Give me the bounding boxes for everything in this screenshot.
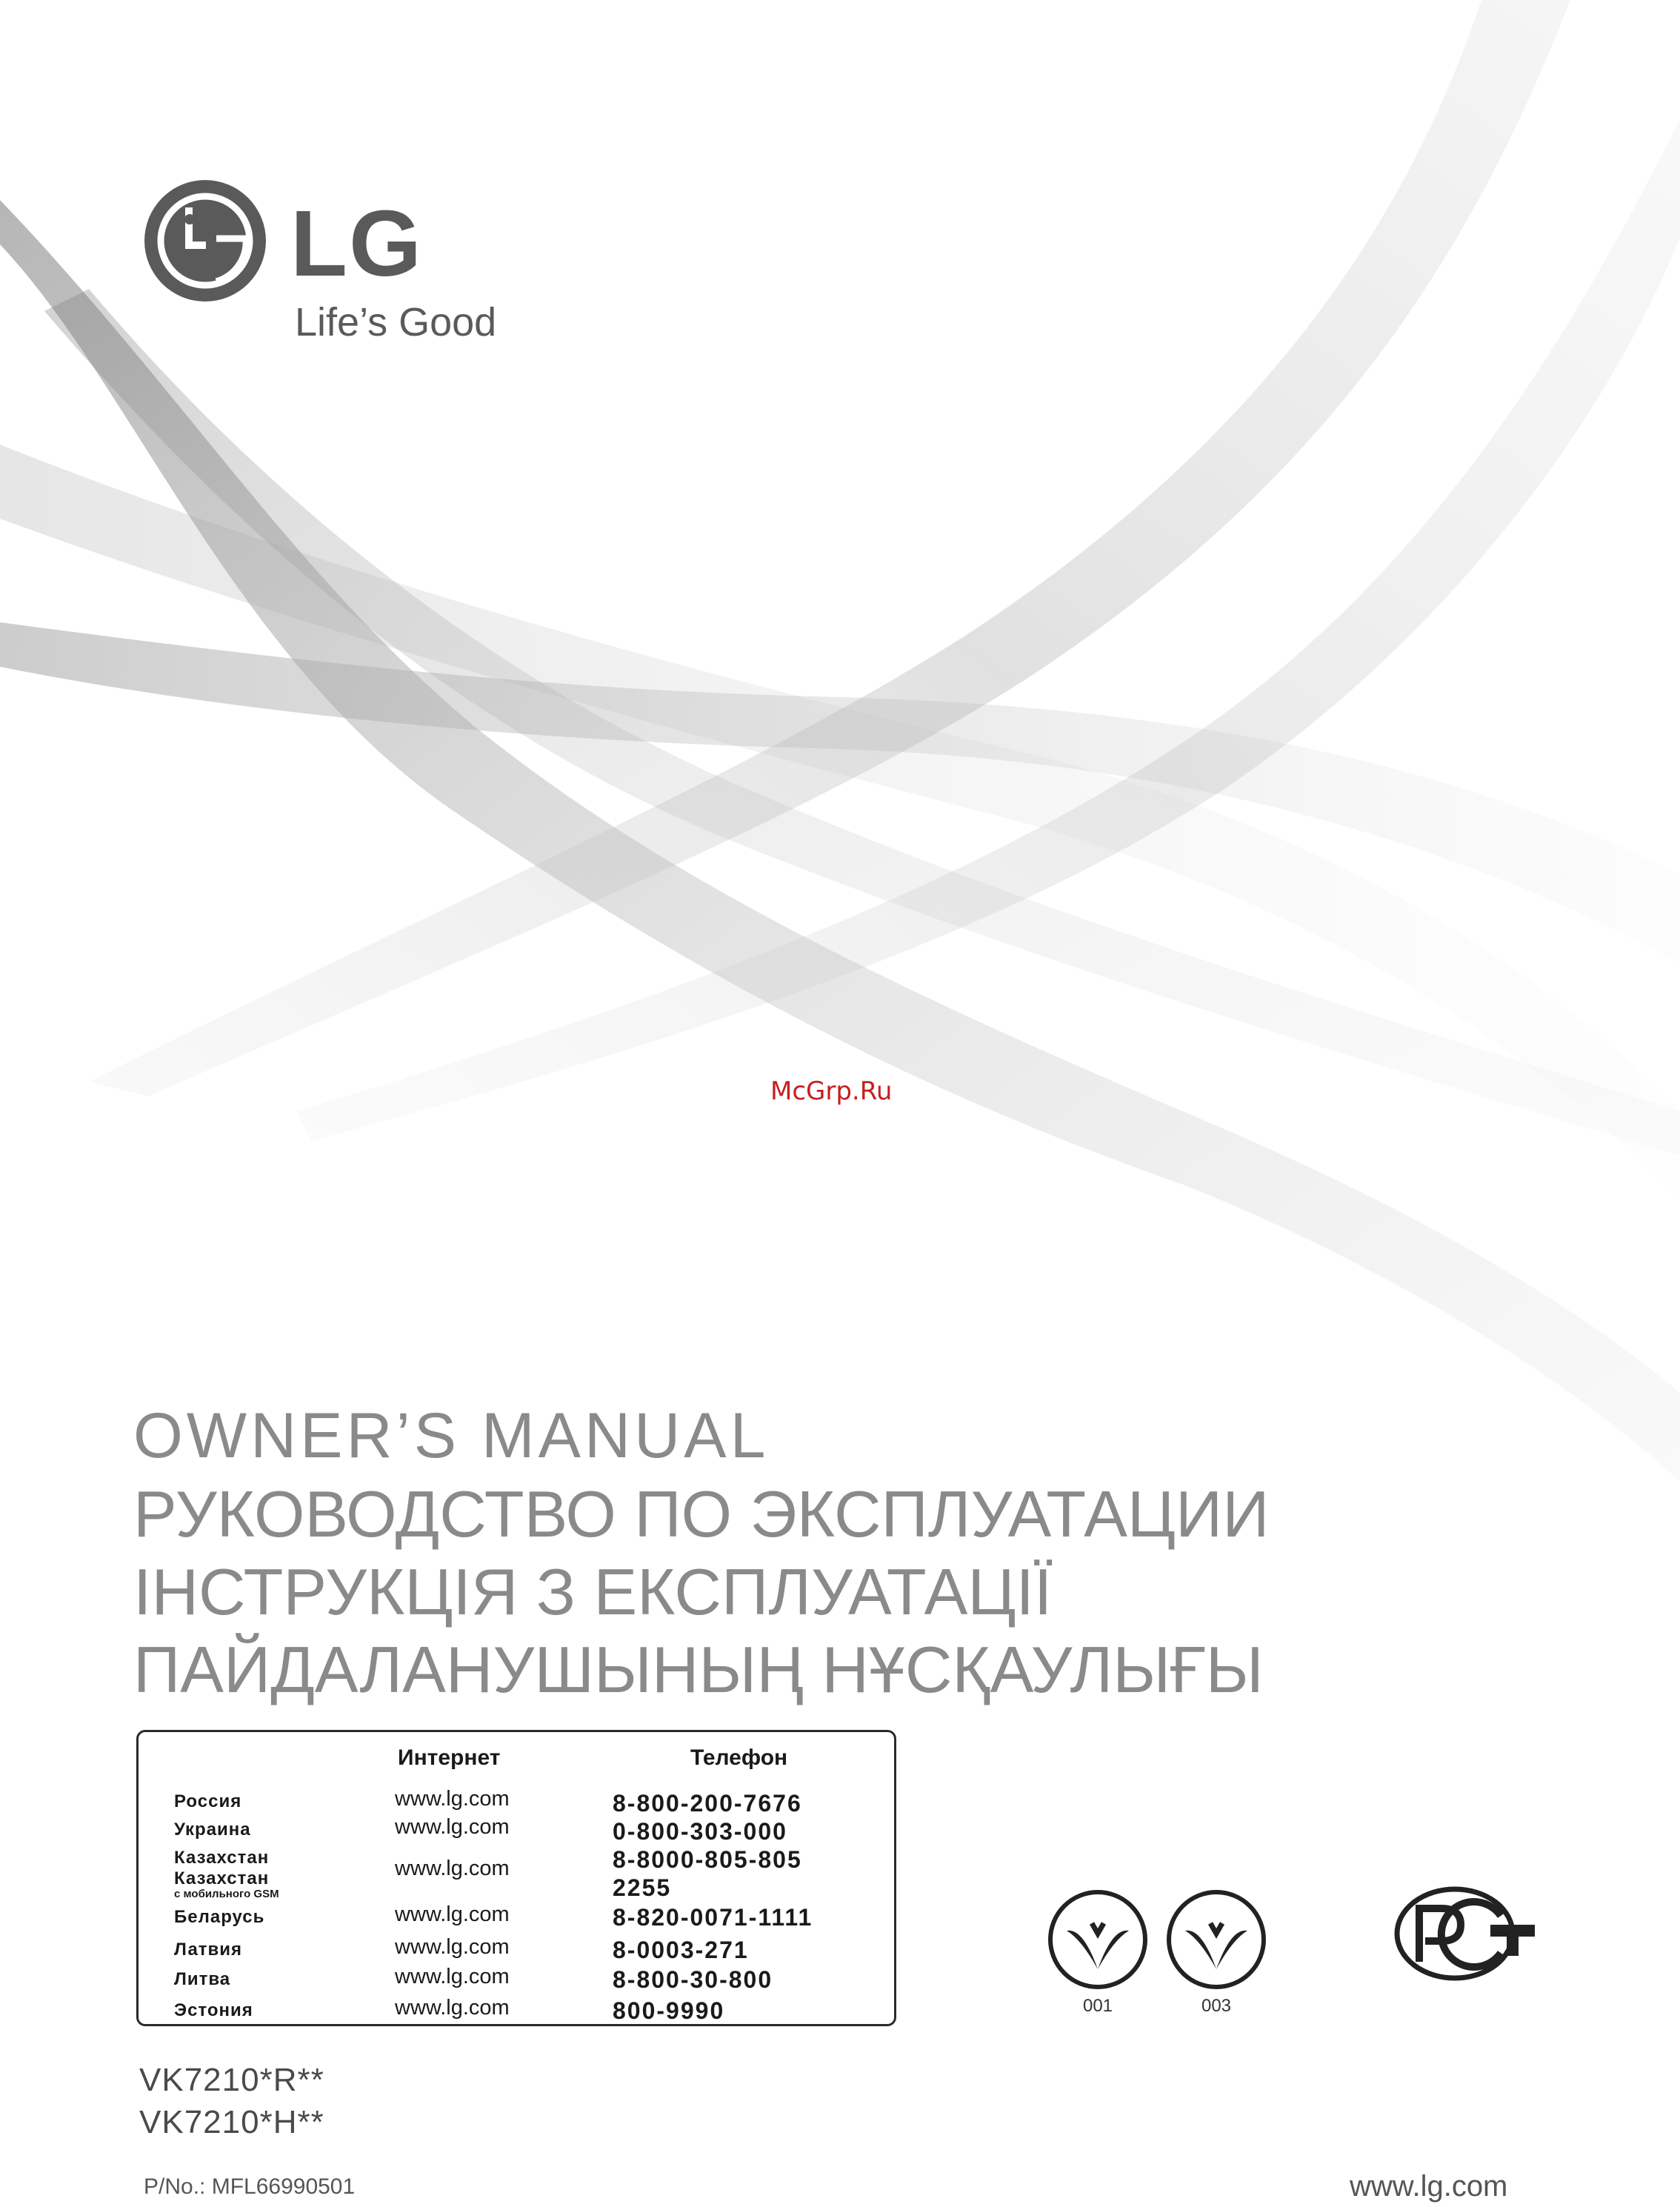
phone-lithuania: 8-800-30-800: [613, 1966, 773, 1993]
title-english: OWNER’S MANUAL: [133, 1400, 770, 1471]
lg-tagline: Life’s Good: [295, 300, 497, 344]
web-ukraine: www.lg.com: [395, 1815, 510, 1839]
country-kazakhstan: Казахстан: [174, 1848, 270, 1868]
lg-logo: [142, 178, 527, 356]
phone-ukraine: 0-800-303-000: [613, 1818, 787, 1845]
title-kazakh: ПАЙДАЛАНУШЫНЫҢ НҰСҚАУЛЫҒЫ: [133, 1633, 1264, 1706]
gost-r-mark-letters: PCT: [1390, 1882, 1391, 1883]
title-russian: РУКОВОДСТВО ПО ЭКСПЛУАТАЦИИ: [133, 1477, 1270, 1551]
web-estonia: www.lg.com: [395, 1996, 510, 2020]
web-belarus: www.lg.com: [395, 1903, 510, 1926]
support-contacts-table: [136, 1730, 896, 2026]
phone-latvia: 8-0003-271: [613, 1937, 749, 1963]
model-number-r: VK7210*R**: [139, 2062, 324, 2098]
title-ukrainian: ІНСТРУКЦІЯ З ЕКСПЛУАТАЦІЇ: [133, 1555, 1053, 1628]
lg-face-logo-icon: [142, 178, 268, 304]
country-estonia: Эстония: [174, 2000, 253, 2020]
model-number-h: VK7210*H**: [139, 2104, 324, 2140]
web-latvia: www.lg.com: [395, 1935, 510, 1959]
phone-estonia: 800-9990: [613, 1997, 725, 2024]
watermark-text: McGrp.Ru: [770, 1076, 893, 1106]
country-lithuania: Литва: [174, 1969, 231, 1989]
cert-number-003: 003: [1201, 1996, 1232, 2016]
part-number: P/No.: MFL66990501: [144, 2174, 356, 2199]
phone-belarus: 8-820-0071-1111: [613, 1904, 813, 1931]
lg-wordmark: LG: [290, 191, 423, 296]
header-phone: Телефон: [690, 1745, 788, 1770]
ukrsepro-mark-icon: [1164, 1888, 1268, 1991]
phone-kazakhstan: 8-8000-805-805: [613, 1846, 802, 1873]
web-lithuania: www.lg.com: [395, 1965, 510, 1988]
header-internet: Интернет: [398, 1745, 501, 1770]
country-latvia: Латвия: [174, 1940, 243, 1960]
gost-r-mark: [1390, 1882, 1538, 1993]
lg-face-logo-letters: L G: [142, 178, 144, 179]
country-kazakhstan-note: с мобильного GSM: [174, 1888, 279, 1900]
country-kazakhstan-mobile: Казахстан: [174, 1868, 270, 1888]
country-russia: Россия: [174, 1791, 242, 1811]
ribbon-2: [0, 622, 1680, 963]
web-kazakhstan: www.lg.com: [395, 1857, 510, 1880]
cert-number-001: 001: [1082, 1996, 1113, 2016]
gost-r-mark-icon: [1390, 1882, 1538, 1993]
web-russia: www.lg.com: [395, 1787, 510, 1811]
phone-kazakhstan-mobile: 2255: [613, 1874, 672, 1901]
ukrsepro-mark-001: [1046, 1888, 1150, 2014]
ukrsepro-mark-icon: [1046, 1888, 1150, 1991]
country-ukraine: Украина: [174, 1820, 251, 1840]
phone-russia: 8-800-200-7676: [613, 1790, 802, 1817]
website-url: www.lg.com: [1350, 2170, 1508, 2203]
ukrsepro-mark-003: [1164, 1888, 1268, 2014]
country-belarus: Беларусь: [174, 1907, 265, 1927]
